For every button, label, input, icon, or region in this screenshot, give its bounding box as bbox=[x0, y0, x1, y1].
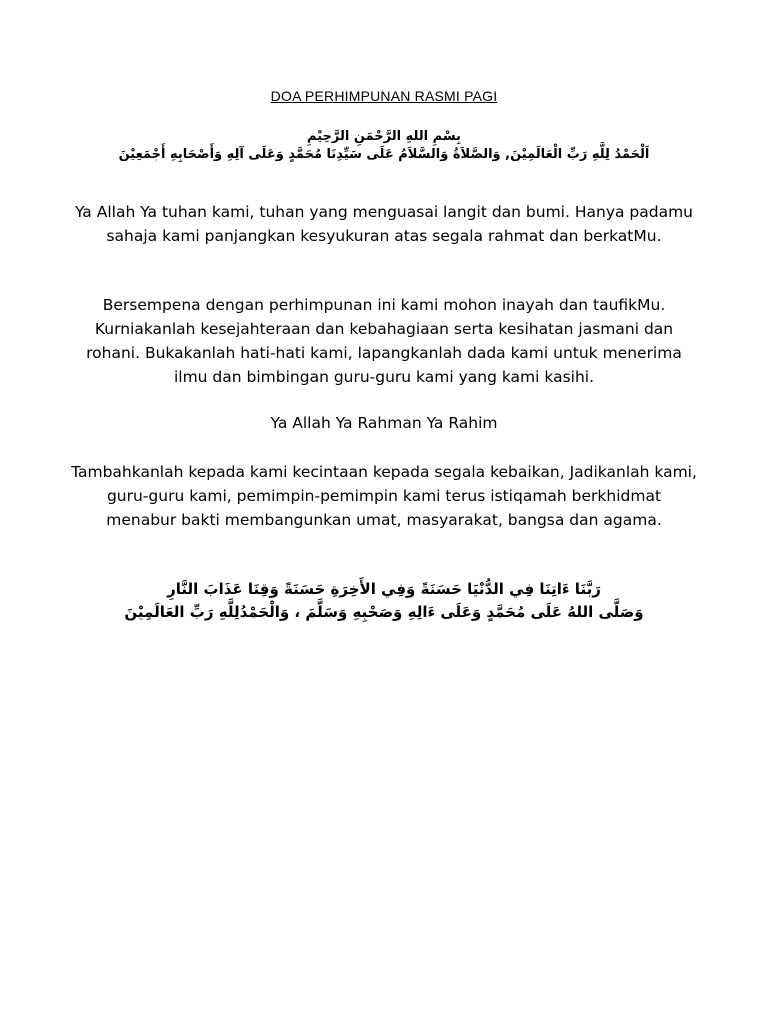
closing-line-2: وَصَلَّى اللهُ عَلَى مُحَمَّدٍ وَعَلَى ءَالِهِ وَصَحْبِهِ وَسَلَّمَ ، وَالْحَمْدُلِلَّهِ رَبِّ العَالَمِيْنَ bbox=[124, 603, 644, 622]
document-title: DOA PERHIMPUNAN RASMI PAGI bbox=[270, 88, 498, 104]
paragraph-supplication: Tambahkanlah kepada kami kecintaan kepada segala kebaikan, Jadikanlah kami, guru-guru kami, pemimpin-pemimpin kami terus istiqamah berkhidmat menabur bakti membangunkan umat, masyarakat, bangsa dan agama. bbox=[71, 463, 697, 529]
opening-praise: اَلْحَمْدُ لِلَّهِ رَبِّ الْعَالَمِيْنَ, وَالصَّلاَةُ وَالسَّلاَمُ عَلَى سَيِّدِنَا مُحَمَّدٍ وَعَلَى آلِهِ وَأَصْحَابِهِ أَجْمَعِيْنَ bbox=[118, 146, 650, 162]
opening-arabic-prayer bbox=[60, 128, 708, 163]
paragraph-invocation: Ya Allah Ya Rahman Ya Rahim bbox=[270, 414, 498, 432]
paragraph-assembly-request: Bersempena dengan perhimpunan ini kami mohon inayah dan taufikMu. Kurniakanlah kesejahteraan dan kebahagiaan serta kesihatan jasmani dan rohani. Bukakanlah hati-hati kami, lapangkanlah dada kami untuk menerima ilmu dan bimbingan guru-guru kami yang kami kasihi. bbox=[86, 296, 682, 386]
basmalah: بِسْمِ اللهِ الرَّحْمَنِ الرَّحِيْمِ bbox=[307, 129, 461, 144]
closing-line-1: رَبَّنَا ءَاتِنَا فِي الدُّنْيَا حَسَنَةً وَفِي الأَخِرَةِ حَسَنَةً وَقِنَا عَذَابَ النَّارِ bbox=[167, 580, 601, 598]
paragraph-gratitude: Ya Allah Ya tuhan kami, tuhan yang menguasai langit dan bumi. Hanya padamu sahaja kami panjangkan kesyukuran atas segala rahmat dan berkatMu. bbox=[74, 203, 694, 245]
closing-arabic-prayer bbox=[60, 578, 708, 625]
